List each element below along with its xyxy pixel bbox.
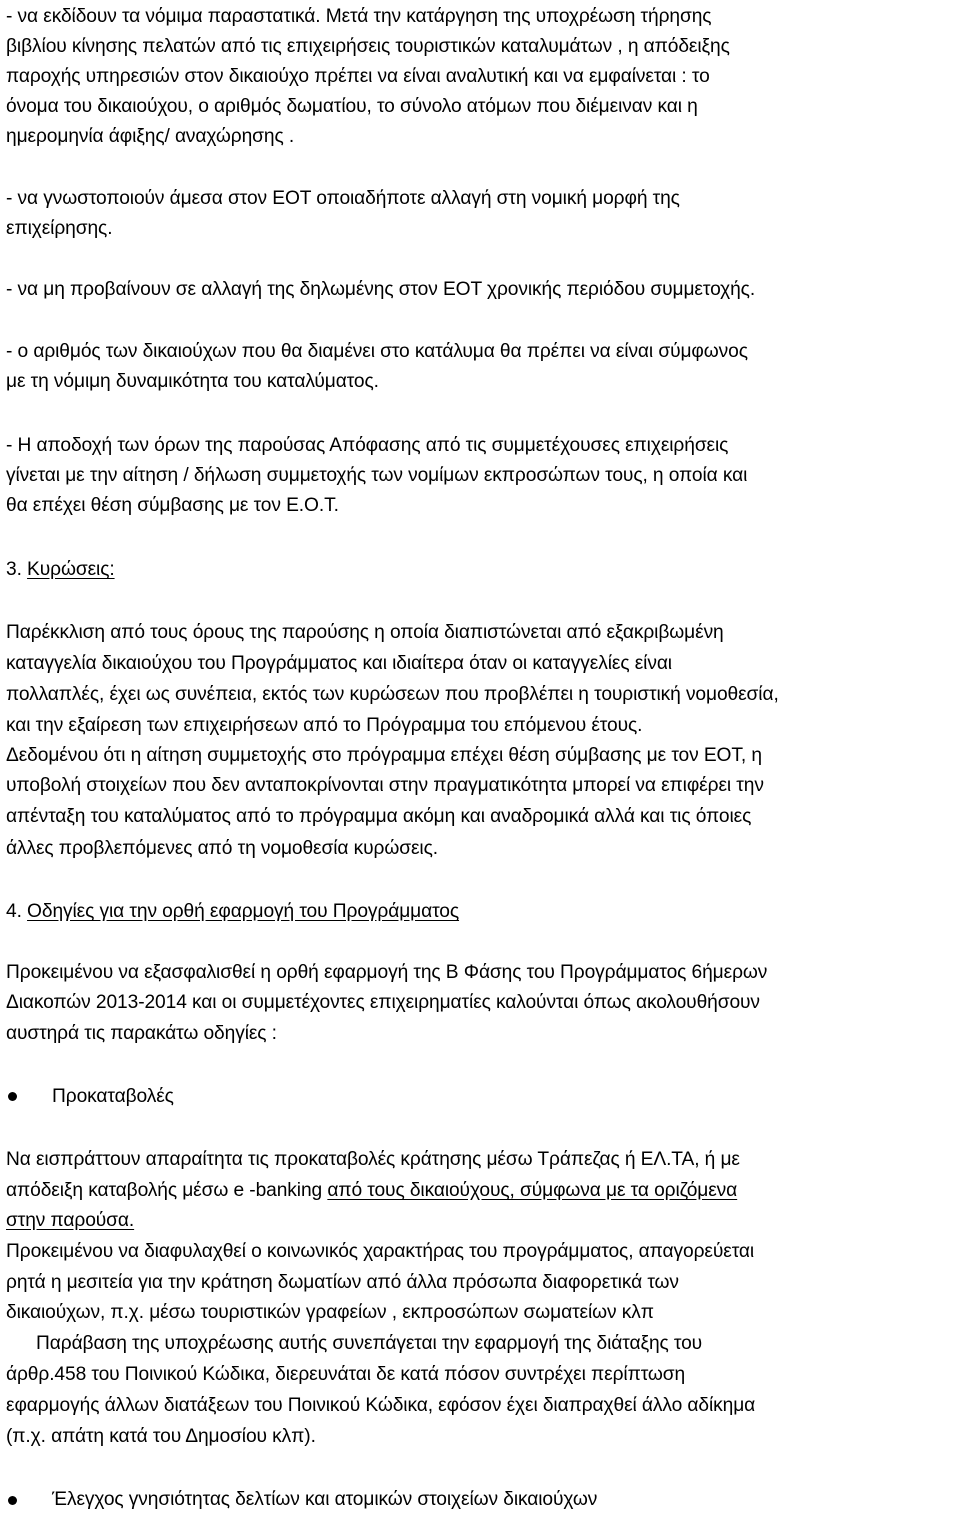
text-line: στην παρούσα. [6, 1210, 135, 1231]
text-line: βιβλίου κίνησης πελατών από τις επιχειρήσεις τουριστικών καταλυμάτων , η απόδειξης [6, 36, 730, 57]
text-line: καταγγελία δικαιούχου του Προγράμματος και ιδιαίτερα όταν οι καταγγελίες είναι [6, 653, 672, 674]
section-title: Κυρώσεις: [27, 559, 115, 580]
bullet-item: Έλεγχος γνησιότητας δελτίων και ατομικών στοιχείων δικαιούχων [52, 1489, 598, 1510]
text-line: - να μη προβαίνουν σε αλλαγή της δηλωμένης στον ΕΟΤ χρονικής περιόδου συμμετοχής. [6, 279, 756, 300]
section-number: 4. [6, 901, 22, 922]
bullet-item: Προκαταβολές [52, 1086, 174, 1107]
text-line: θα επέχει θέση σύμβασης με τον Ε.Ο.Τ. [6, 495, 339, 516]
text-line [6, 1176, 737, 1206]
text-line: με τη νόμιμη δυναμικότητα του καταλύματος. [6, 371, 379, 392]
text-line: άλλες προβλεπόμενες από τη νομοθεσία κυρώσεις. [6, 838, 438, 859]
text-line: απένταξη του καταλύματος από το πρόγραμμα ακόμη και αναδρομικά αλλά και τις όποιες [6, 806, 752, 827]
text-line: παροχής υπηρεσιών στον δικαιούχο πρέπει να είναι αναλυτική και να εμφαίνεται : το [6, 66, 710, 87]
text-line: και την εξαίρεση των επιχειρήσεων από το Πρόγραμμα του επόμενου έτους. [6, 715, 643, 736]
text-line: - να γνωστοποιούν άμεσα στον ΕΟΤ οποιαδήποτε αλλαγή στη νομική μορφή της [6, 188, 680, 209]
text-line: γίνεται με την αίτηση / δήλωση συμμετοχής των νομίμων εκπροσώπων τους, η οποία και [6, 465, 748, 486]
text-line: Παρέκκλιση από τους όρους της παρούσης η οποία διαπιστώνεται από εξακριβωμένη [6, 622, 724, 643]
text-line: επιχείρησης. [6, 218, 113, 239]
underlined-text-run: από τους δικαιούχους, σύμφωνα με τα οριζόμενα [327, 1180, 738, 1201]
text-line: - ο αριθμός των δικαιούχων που θα διαμένει στο κατάλυμα θα πρέπει να είναι σύμφωνος [6, 341, 748, 362]
text-line: Δεδομένου ότι η αίτηση συμμετοχής στο πρόγραμμα επέχει θέση σύμβασης με τον ΕΟΤ, η [6, 745, 762, 766]
bullet-icon [8, 1496, 17, 1505]
text-line: υποβολή στοιχείων που δεν ανταποκρίνονται στην πραγματικότητα μπορεί να επιφέρει την [6, 775, 764, 796]
section-heading-4 [6, 897, 459, 927]
text-line: Διακοπών 2013-2014 και οι συμμετέχοντες επιχειρηματίες καλούνται όπως ακολουθήσουν [6, 992, 760, 1013]
bullet-icon [8, 1092, 17, 1101]
text-line: - να εκδίδουν τα νόμιμα παραστατικά. Μετά την κατάργηση της υποχρέωση τήρησης [6, 6, 712, 27]
text-line: Παράβαση της υποχρέωσης αυτής συνεπάγεται την εφαρμογή της διάταξης του [36, 1333, 703, 1354]
text-line: όνομα του δικαιούχου, ο αριθμός δωματίου, το σύνολο ατόμων που διέμειναν και η [6, 96, 698, 117]
section-number: 3. [6, 559, 22, 580]
text-run: απόδειξη καταβολής μέσω e -banking [6, 1180, 328, 1201]
text-line: ημερομηνία άφιξης/ αναχώρησης . [6, 126, 295, 147]
text-line: πολλαπλές, έχει ως συνέπεια, εκτός των κυρώσεων που προβλέπει η τουριστική νομοθεσία, [6, 684, 779, 705]
text-line: δικαιούχων, π.χ. μέσω τουριστικών γραφείων , εκπροσώπων σωματείων κλπ [6, 1302, 654, 1323]
text-line: Να εισπράττουν απαραίτητα τις προκαταβολές κράτησης μέσω Τράπεζας ή ΕΛ.ΤΑ, ή με [6, 1149, 740, 1170]
section-title: Οδηγίες για την ορθή εφαρμογή του Προγράμματος [27, 901, 460, 922]
text-line: εφαρμογής άλλων διατάξεων του Ποινικού Κώδικα, εφόσον έχει διαπραχθεί άλλο αδίκημα [6, 1395, 756, 1416]
text-line: ρητά η μεσιτεία για την κράτηση δωματίων από άλλα πρόσωπα διαφορετικά των [6, 1272, 679, 1293]
section-heading-3 [6, 555, 115, 585]
text-line: - Η αποδοχή των όρων της παρούσας Απόφασης από τις συμμετέχουσες επιχειρήσεις [6, 435, 729, 456]
text-line: αυστηρά τις παρακάτω οδηγίες : [6, 1023, 277, 1044]
text-line: (π.χ. απάτη κατά του Δημοσίου κλπ). [6, 1426, 316, 1447]
text-line: Προκειμένου να εξασφαλισθεί η ορθή εφαρμογή της Β Φάσης του Προγράμματος 6ήμερων [6, 962, 768, 983]
text-line: άρθρ.458 του Ποινικού Κώδικα, διερευνάται δε κατά πόσον συντρέχει περίπτωση [6, 1364, 686, 1385]
text-line: Προκειμένου να διαφυλαχθεί ο κοινωνικός χαρακτήρας του προγράμματος, απαγορεύεται [6, 1241, 755, 1262]
